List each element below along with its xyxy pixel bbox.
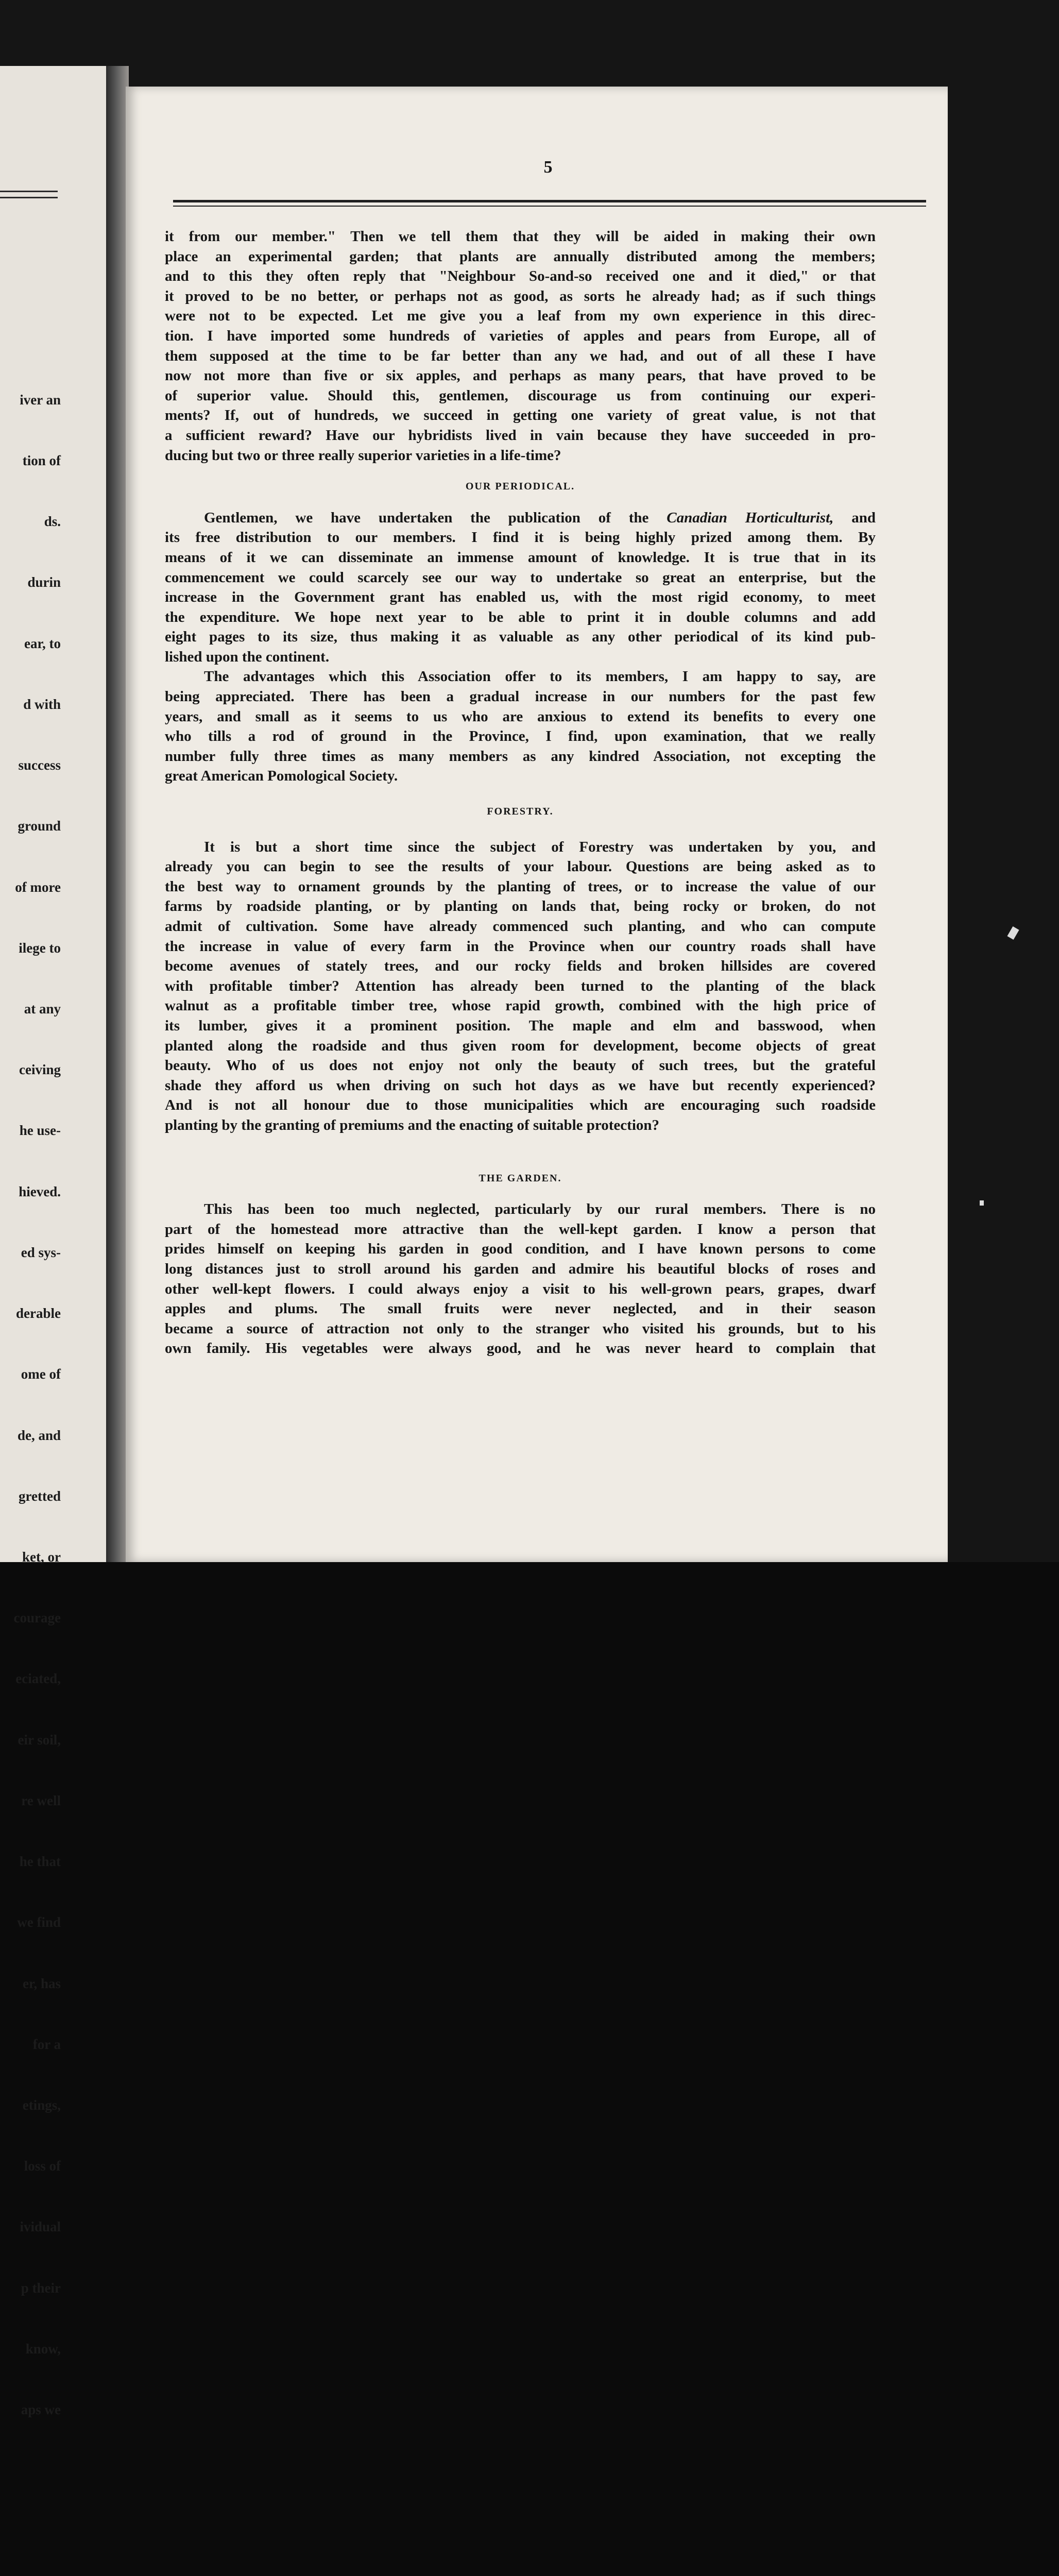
text-line: became a source of attraction not only to the stranger who visited his grounds, but to his	[165, 1320, 876, 1337]
body-text	[165, 227, 876, 1359]
text-line: ducing but two or three really superior varieties in a life-time?	[165, 447, 561, 464]
left-line: tion of	[22, 453, 61, 469]
text-line: a sufficient reward? Have our hybridists lived in vain because they have succeeded in pro-	[165, 427, 876, 444]
text-line: long distances just to stroll around his garden and admire his beautiful blocks of roses and	[165, 1260, 876, 1277]
paragraph-periodical	[165, 508, 876, 667]
left-line: eciated,	[15, 1671, 61, 1687]
left-line: er, has	[22, 1975, 61, 1991]
dust-speck	[1007, 926, 1019, 940]
left-line: ilege to	[19, 940, 61, 956]
text-line: being appreciated. There has been a gradual increase in our numbers for the past few	[165, 688, 876, 705]
text-line	[165, 508, 876, 528]
text-line: other well-kept flowers. I could always enjoy a visit to his well-grown pears, grapes, dwarf	[165, 1280, 876, 1297]
text-line: were not to be expected. Let me give you a leaf from my own experience in this direc-	[165, 308, 876, 325]
text-line: increase in the Government grant has enabled us, with the most rigid economy, to meet	[165, 589, 876, 606]
text-line: years, and small as it seems to us who are anxious to extend its benefits to every one	[165, 708, 876, 725]
text-line: farms by roadside planting, or by planting on lands that, being rocky or broken, do not	[165, 898, 876, 915]
text-line: its free distribution to our members. I find it is being highly prized among them. By	[165, 529, 876, 546]
text-line: part of the homestead more attractive than the well-kept garden. I know a person that	[165, 1221, 876, 1238]
left-line: aps we	[21, 2402, 61, 2418]
paragraph-forestry	[165, 837, 876, 1136]
text-run: Gentlemen, we have undertaken the publication of the	[204, 509, 667, 526]
text-line: it from our member." Then we tell them that they will be aided in making their own	[165, 228, 876, 245]
left-line: durin	[27, 574, 61, 590]
text-run: and	[833, 509, 876, 526]
left-line: iver an	[20, 392, 61, 408]
left-line: ds.	[44, 514, 61, 530]
left-line: ket, or	[22, 1549, 61, 1565]
left-line: eir soil,	[18, 1732, 61, 1748]
text-line: already you can begin to see the results of your labour. Questions are being asked as to	[165, 858, 876, 875]
text-line: It is but a short time since the subject of Forestry was undertaken by you, and	[204, 838, 876, 855]
header-rule-thin	[173, 206, 926, 207]
left-page-rule-bottom	[0, 197, 58, 198]
text-line: walnut as a profitable timber tree, whose rapid growth, combined with the high price of	[165, 997, 876, 1014]
left-line: he that	[19, 1854, 61, 1870]
left-line: we find	[17, 1914, 61, 1930]
text-line: place an experimental garden; that plants are annually distributed among the members;	[165, 248, 876, 265]
left-line: loss of	[24, 2158, 61, 2174]
text-line: eight pages to its size, thus making it as valuable as any other periodical of its kind pub-	[165, 629, 876, 646]
left-page-rule-top	[0, 191, 58, 192]
text-line: them supposed at the time to be far better than any we had, and out of all these I have	[165, 347, 876, 364]
left-line: etings,	[22, 2097, 61, 2113]
section-heading-forestry: FORESTRY.	[487, 806, 554, 818]
text-line: it proved to be no better, or perhaps not as good, as sorts he already had; as if such things	[165, 287, 876, 304]
left-line: at any	[24, 1001, 61, 1016]
section-heading-garden: THE GARDEN.	[479, 1172, 562, 1184]
left-page-fragment	[0, 66, 113, 2418]
text-line: prides himself on keeping his garden in good condition, and I have known persons to come	[165, 1241, 876, 1258]
left-line: ground	[18, 818, 61, 834]
left-line: ed sys-	[21, 1244, 61, 1260]
left-line: de, and	[17, 1427, 61, 1443]
text-line: And is not all honour due to those municipalities which are encouraging such roadside	[165, 1097, 876, 1114]
section-heading-periodical: OUR PERIODICAL.	[465, 481, 575, 493]
text-line: planted along the roadside and thus given room for development, become objects of great	[165, 1037, 876, 1054]
text-line: and to this they often reply that "Neighbour So-and-so received one and it died," or that	[165, 268, 876, 285]
text-line: The advantages which this Association offer to its members, I am happy to say, are	[204, 668, 876, 685]
paragraph-garden	[165, 1199, 876, 1359]
header-rule-thick	[173, 200, 926, 202]
left-line: hieved.	[19, 1183, 61, 1199]
text-line: who tills a rod of ground in the Province, I find, upon examination, that we really	[165, 728, 876, 745]
text-line: ments? If, out of hundreds, we succeed in getting one variety of great value, is not that	[165, 407, 876, 424]
left-line: for a	[32, 2036, 61, 2052]
left-line: success	[18, 757, 61, 773]
text-line: This has been too much neglected, particularly by our rural members. There is no	[204, 1201, 876, 1218]
left-line: know,	[25, 2341, 61, 2357]
dust-speck	[980, 1200, 984, 1206]
left-line: ceiving	[19, 1062, 61, 1078]
text-line: planting by the granting of premiums and the enacting of suitable protection?	[165, 1116, 660, 1133]
text-line: beauty. Who of us does not enjoy not only the beauty of such trees, but the grateful	[165, 1057, 876, 1074]
text-line: tion. I have imported some hundreds of varieties of apples and pears from Europe, all of	[165, 327, 876, 344]
text-line: become avenues of stately trees, and our rocky fields and broken hillsides are covered	[165, 958, 876, 975]
left-line: p their	[21, 2280, 61, 2296]
left-line: of more	[15, 879, 61, 895]
journal-title: Canadian Horticulturist,	[667, 509, 834, 526]
paragraph-experimental-garden	[165, 227, 876, 465]
text-line: the increase in value of every farm in the Province when our country roads shall have	[165, 938, 876, 955]
left-line: ividual	[20, 2219, 61, 2235]
left-line: courage	[13, 1610, 61, 1626]
page-number: 5	[543, 158, 553, 177]
text-line: means of it we can disseminate an immense amount of knowledge. It is true that in its	[165, 549, 876, 566]
text-line: apples and plums. The small fruits were never neglected, and in their season	[165, 1300, 876, 1317]
text-line: its lumber, gives it a prominent position. The maple and elm and basswood, when	[165, 1017, 876, 1034]
text-line: with profitable timber? Attention has already been turned to the planting of the black	[165, 977, 876, 994]
text-line: number fully three times as many members as any kindred Association, not excepting the	[165, 748, 876, 765]
left-gap	[0, 2461, 61, 2538]
text-line: shade they afford us when driving on such hot days as we have but recently experienced?	[165, 1077, 876, 1094]
left-line: he use-	[19, 1123, 61, 1139]
left-line: gretted	[19, 1488, 61, 1504]
text-line: the best way to ornament grounds by the planting of trees, or to increase the value of our	[165, 878, 876, 895]
left-line: d with	[23, 696, 61, 712]
left-line: derable	[16, 1306, 61, 1321]
left-page-text	[0, 349, 61, 2576]
text-line: lished upon the continent.	[165, 648, 330, 665]
text-line: the expenditure. We hope next year to be able to print it in double columns and add	[165, 608, 876, 625]
text-line: admit of cultivation. Some have already commenced such planting, and who can compute	[165, 918, 876, 935]
text-line: great American Pomological Society.	[165, 768, 398, 785]
text-line: now not more than five or six apples, and perhaps as many pears, that have proved to be	[165, 367, 876, 384]
page	[126, 87, 948, 1562]
left-line: ome of	[21, 1366, 61, 1382]
left-line: ear, to	[24, 635, 61, 651]
text-line: commencement we could scarcely see our way to undertake so great an enterprise, but the	[165, 569, 876, 586]
left-line: re well	[21, 1792, 61, 1808]
text-line: of superior value. Should this, gentlemen, discourage us from continuing our experi-	[165, 387, 876, 404]
paragraph-association	[165, 667, 876, 786]
text-line: own family. His vegetables were always good, and he was never heard to complain that	[165, 1340, 876, 1357]
